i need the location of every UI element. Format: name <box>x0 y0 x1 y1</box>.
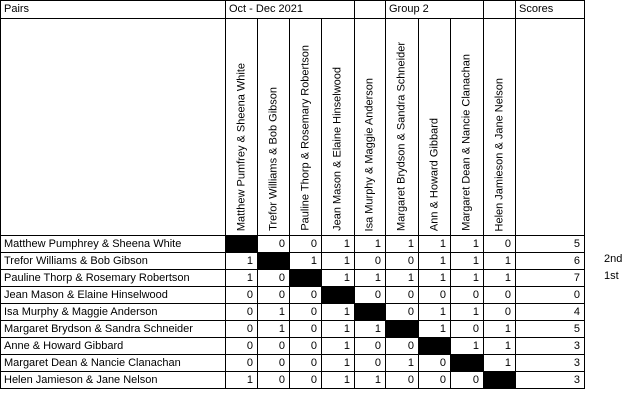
result-cell: 0 <box>258 338 290 355</box>
table-row <box>1 321 585 338</box>
result-cell: 0 <box>355 287 386 304</box>
result-cell: 1 <box>484 253 516 270</box>
result-cell: 1 <box>484 270 516 287</box>
table-row <box>1 304 585 321</box>
pair-name-cell: Anne & Howard Gibbard <box>1 338 226 355</box>
result-cell: 0 <box>290 321 322 338</box>
result-cell: 0 <box>386 287 419 304</box>
column-header-cell <box>355 19 386 236</box>
result-cell: 0 <box>226 321 258 338</box>
result-cell: 1 <box>484 338 516 355</box>
result-cell: 0 <box>451 372 484 389</box>
result-cell: 0 <box>355 355 386 372</box>
score-cell: 3 <box>516 355 585 372</box>
scores-spacer-cell <box>516 19 585 236</box>
result-cell: 0 <box>290 304 322 321</box>
result-cell: 0 <box>290 236 322 253</box>
self-match-cell <box>419 338 451 355</box>
result-cell: 0 <box>386 372 419 389</box>
result-cell: 0 <box>258 355 290 372</box>
score-cell: 4 <box>516 304 585 321</box>
column-names-row <box>1 19 585 236</box>
pairs-header: Pairs <box>1 1 226 19</box>
result-cell: 0 <box>226 338 258 355</box>
result-cell: 0 <box>419 372 451 389</box>
result-cell: 1 <box>322 253 355 270</box>
result-cell: 1 <box>290 253 322 270</box>
result-cell: 0 <box>484 287 516 304</box>
result-cell: 1 <box>322 270 355 287</box>
result-cell: 0 <box>484 236 516 253</box>
result-cell: 0 <box>258 287 290 304</box>
self-match-cell <box>484 372 516 389</box>
pair-name-cell: Isa Murphy & Maggie Anderson <box>1 304 226 321</box>
result-cell: 1 <box>419 270 451 287</box>
result-cell: 0 <box>290 287 322 304</box>
column-header-label: Helen Jamieson & Jane Nelson <box>493 77 505 231</box>
score-cell: 7 <box>516 270 585 287</box>
self-match-cell <box>355 304 386 321</box>
result-cell: 1 <box>258 321 290 338</box>
pair-name-cell: Helen Jamieson & Jane Nelson <box>1 372 226 389</box>
column-header-cell <box>451 19 484 236</box>
column-header-cell <box>386 19 419 236</box>
result-cell: 0 <box>290 372 322 389</box>
result-cell: 0 <box>484 304 516 321</box>
result-cell: 1 <box>355 270 386 287</box>
period-header: Oct - Dec 2021 <box>226 1 355 19</box>
score-cell: 3 <box>516 338 585 355</box>
result-cell: 0 <box>290 355 322 372</box>
score-cell: 6 <box>516 253 585 270</box>
column-header-cell <box>419 19 451 236</box>
self-match-cell <box>226 236 258 253</box>
result-cell: 0 <box>258 270 290 287</box>
result-cell: 1 <box>322 355 355 372</box>
table-row <box>1 338 585 355</box>
result-cell: 0 <box>386 338 419 355</box>
column-header-label: Matthew Pumfrey & Sheena White <box>235 62 247 231</box>
result-cell: 0 <box>290 338 322 355</box>
column-header-label: Pauline Thorp & Rosemary Robertson <box>299 45 311 231</box>
result-cell: 1 <box>322 338 355 355</box>
header-row <box>1 1 585 19</box>
score-cell: 5 <box>516 321 585 338</box>
result-cell: 1 <box>419 321 451 338</box>
table-row <box>1 287 585 304</box>
result-cell: 1 <box>322 372 355 389</box>
score-cell: 5 <box>516 236 585 253</box>
pair-name-cell: Margaret Brydson & Sandra Schneider <box>1 321 226 338</box>
result-cell: 1 <box>386 270 419 287</box>
result-cell: 1 <box>451 338 484 355</box>
pair-name-cell: Trefor Williams & Bob Gibson <box>1 253 226 270</box>
group-header: Group 2 <box>386 1 484 19</box>
result-cell: 0 <box>226 287 258 304</box>
score-cell: 0 <box>516 287 585 304</box>
result-cell: 1 <box>451 270 484 287</box>
result-cell: 0 <box>258 372 290 389</box>
result-cell: 1 <box>484 321 516 338</box>
result-cell: 1 <box>355 236 386 253</box>
score-cell: 3 <box>516 372 585 389</box>
table-row <box>1 372 585 389</box>
column-header-cell <box>290 19 322 236</box>
column-header-cell <box>258 19 290 236</box>
column-header-cell <box>226 19 258 236</box>
result-cell: 0 <box>419 355 451 372</box>
pair-name-cell: Matthew Pumphrey & Sheena White <box>1 236 226 253</box>
result-cell: 0 <box>226 304 258 321</box>
self-match-cell <box>290 270 322 287</box>
result-cell: 0 <box>451 287 484 304</box>
pair-name-cell: Pauline Thorp & Rosemary Robertson <box>1 270 226 287</box>
self-match-cell <box>322 287 355 304</box>
result-cell: 1 <box>451 253 484 270</box>
result-cell: 1 <box>451 236 484 253</box>
result-cell: 1 <box>355 372 386 389</box>
pair-name-cell: Margaret Dean & Nancie Clanachan <box>1 355 226 372</box>
self-match-cell <box>258 253 290 270</box>
result-cell: 1 <box>226 372 258 389</box>
scores-header: Scores <box>516 1 585 19</box>
column-header-cell <box>322 19 355 236</box>
result-cell: 0 <box>355 253 386 270</box>
result-cell: 1 <box>226 270 258 287</box>
pairs-spacer-cell <box>1 19 226 236</box>
result-cell: 0 <box>419 287 451 304</box>
result-cell: 1 <box>258 304 290 321</box>
table-row <box>1 270 585 287</box>
placement-label: 2nd <box>604 253 623 265</box>
result-cell: 1 <box>322 304 355 321</box>
result-cell: 0 <box>451 321 484 338</box>
column-header-label: Margaret Dean & Nancie Clanachan <box>460 54 473 231</box>
table-row <box>1 253 585 270</box>
result-cell: 1 <box>226 253 258 270</box>
self-match-cell <box>386 321 419 338</box>
result-cell: 1 <box>419 236 451 253</box>
column-header-label: Margaret Brydson & Sandra Schneider <box>395 42 408 231</box>
result-cell: 1 <box>322 321 355 338</box>
column-header-label: Isa Murphy & Maggie Anderson <box>363 77 376 231</box>
result-cell: 1 <box>484 355 516 372</box>
table-row <box>1 355 585 372</box>
placement-label: 1st <box>604 270 619 282</box>
result-cell: 1 <box>419 304 451 321</box>
column-header-label: Ann & Howard Gibbard <box>428 117 440 231</box>
result-cell: 1 <box>386 355 419 372</box>
column-header-cell <box>484 19 516 236</box>
table-row <box>1 236 585 253</box>
result-cell: 0 <box>386 253 419 270</box>
result-cell: 1 <box>419 253 451 270</box>
result-cell: 1 <box>322 236 355 253</box>
self-match-cell <box>451 355 484 372</box>
column-header-label: Trefor Williams & Bob Gibson <box>267 87 279 231</box>
pair-name-cell: Jean Mason & Elaine Hinselwood <box>1 287 226 304</box>
result-cell: 1 <box>451 304 484 321</box>
result-cell: 0 <box>386 304 419 321</box>
result-cell: 1 <box>386 236 419 253</box>
result-cell: 0 <box>355 338 386 355</box>
column-header-label: Jean Mason & Elaine Hinselwood <box>331 67 344 231</box>
result-cell: 0 <box>226 355 258 372</box>
result-cell: 0 <box>258 236 290 253</box>
result-cell: 1 <box>355 321 386 338</box>
